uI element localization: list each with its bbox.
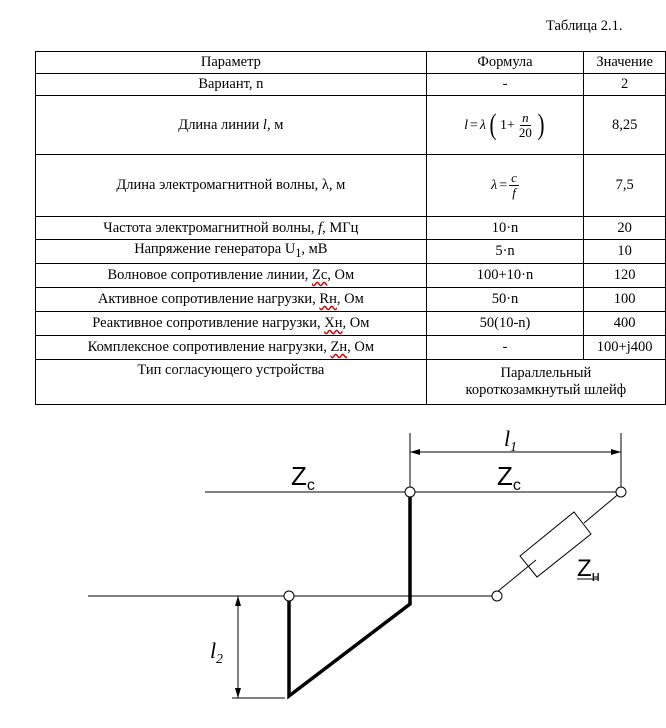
- node-stub-top: [405, 487, 415, 497]
- formula-cell: 50(10-n): [426, 312, 584, 336]
- param-cell: Активное сопротивление нагрузки, Rн, Ом: [36, 288, 427, 312]
- formula-cell: 10·n: [426, 217, 584, 240]
- value-cell: 8,25: [584, 96, 666, 155]
- param-cell: Тип согласующего устройства: [36, 360, 427, 405]
- arrow-l2-top: [235, 596, 241, 606]
- arrow-l2-bottom: [235, 688, 241, 698]
- short-circuit-stub: [289, 492, 410, 696]
- node-load-top: [616, 487, 626, 497]
- load-lead-top: [584, 492, 621, 523]
- header-formula: Формула: [426, 52, 584, 74]
- header-parameter: Параметр: [36, 52, 427, 74]
- value-cell: 20: [584, 217, 666, 240]
- param-cell: Частота электромагнитной волны, f, МГц: [36, 217, 427, 240]
- zc-right-label: Zc: [497, 461, 521, 494]
- formula-cell: 50·n: [426, 288, 584, 312]
- length-formula: l = λ ( 1+ $\frac{n}{20}$ ): [464, 108, 545, 141]
- load-lead-bottom: [497, 560, 536, 592]
- param-cell: Комплексное сопротивление нагрузки, Zн, Ом: [36, 336, 427, 360]
- formula-cell: 100+10·n: [426, 264, 584, 288]
- param-cell: Напряжение генератора $U_1$, мВ: [36, 240, 427, 264]
- param-cell: Длина электромагнитной волны, λ, м: [36, 155, 427, 217]
- l1-label: $l_1$: [504, 426, 517, 454]
- param-cell: Вариант, n: [36, 74, 427, 96]
- param-cell: Длина линии l, м: [36, 96, 427, 155]
- wavelength-formula: λ = $\frac{c}{f}$: [491, 170, 517, 200]
- value-cell: 10: [584, 240, 666, 264]
- arrow-l1-right: [611, 449, 621, 455]
- value-cell: 2: [584, 74, 666, 96]
- node-stub-bottom: [284, 591, 294, 601]
- value-cell: Параллельный короткозамкнутый шлейф: [426, 360, 665, 405]
- node-load-bottom: [492, 591, 502, 601]
- table-caption: Таблица 2.1.: [546, 18, 623, 34]
- zc-left-label: Zc: [291, 461, 315, 494]
- param-cell: Волновое сопротивление линии, Zc, Ом: [36, 264, 427, 288]
- param-cell: Реактивное сопротивление нагрузки, Xн, Ом: [36, 312, 427, 336]
- zn-label: $Z_н$: [577, 555, 600, 585]
- value-cell: 100: [584, 288, 666, 312]
- value-cell: 100+j400: [584, 336, 666, 360]
- formula-cell: -: [426, 74, 584, 96]
- formula-cell: 5·n: [426, 240, 584, 264]
- value-cell: 7,5: [584, 155, 666, 217]
- l2-label: $l_2$: [210, 638, 223, 666]
- value-cell: 120: [584, 264, 666, 288]
- arrow-l1-left: [410, 449, 420, 455]
- header-value: Значение: [584, 52, 666, 74]
- value-cell: 400: [584, 312, 666, 336]
- formula-cell: -: [426, 336, 584, 360]
